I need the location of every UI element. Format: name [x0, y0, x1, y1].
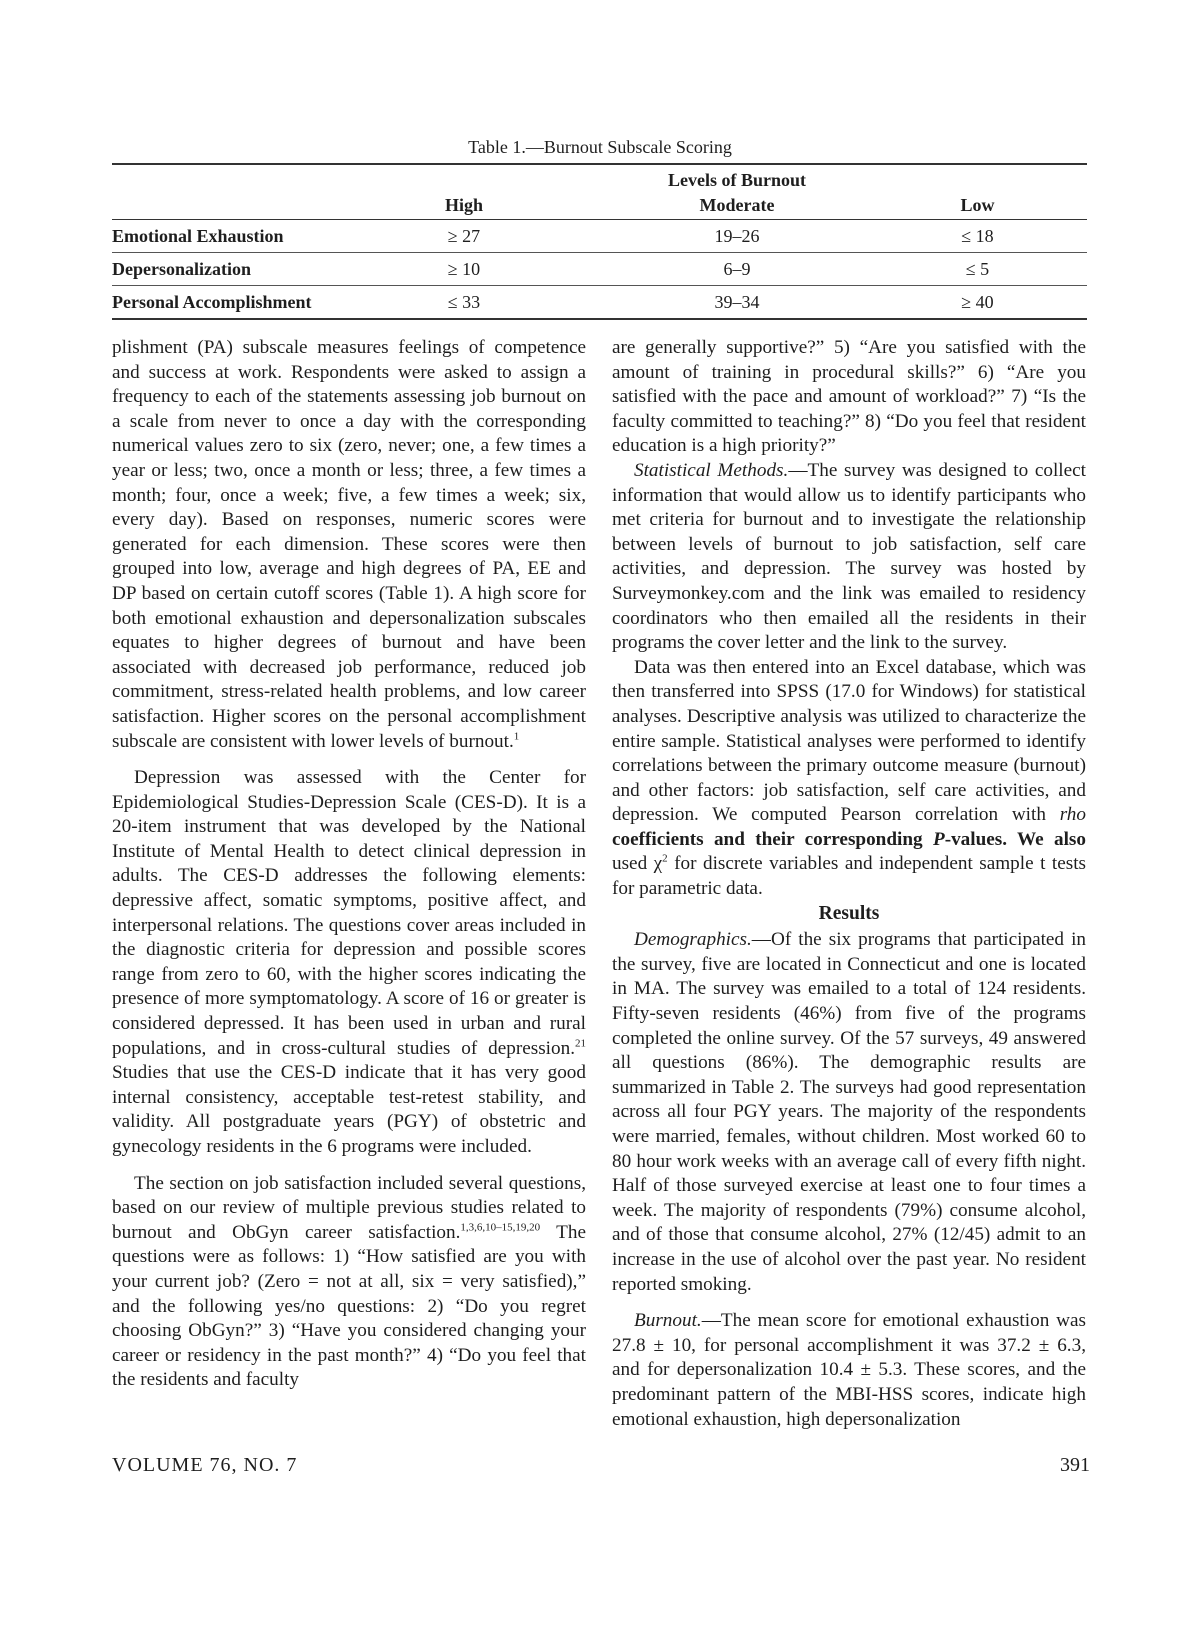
reference-superscript: 1,3,6,10–15,19,20 [460, 1221, 541, 1234]
column-header-moderate: Moderate [606, 191, 868, 220]
paragraph-text: The section on job satisfaction included several questions, based on our review of multiple previous studies related to burnout and ObGyn career satisfaction. [112, 1172, 586, 1243]
table-caption: Table 1.—Burnout Subscale Scoring [468, 137, 732, 157]
paragraph-text: Depression was assessed with the Center for Epidemiological Studies-Depression Scale (CES-D). It is a 20-item instrument that was developed by the National Institute of Mental Health to detect clinical depression in adults. The CES-D addresses the following elements: depressive affect, somatic symptoms, positive affect, and interpersonal relations. The questions cover areas included in the diagnostic criteria for depression and possible scores range from zero to 60, with the higher scores indicating the presence of more symptomatology. A score of 16 or greater is considered depressed. It has been used in urban and rural populations, and in cross-cultural studies of depression. [112, 767, 586, 1059]
paragraph-text: —The survey was designed to collect information that would allow us to identify participants who met criteria for burnout and to investigate the relationship between levels of burnout to job satisfaction, self care activities, and depression. The survey was hosted by Surveymonkey.com and the link was emailed to residency coordinators who then emailed all the residents in their programs the cover letter and the link to the survey. [612, 459, 1086, 654]
row-label: Emotional Exhaustion [112, 220, 322, 253]
left-column [112, 336, 586, 1405]
rho-symbol: rho [1059, 804, 1086, 826]
paragraph-text: —The mean score for emotional exhaustion was 27.8 ± 10, for personal accomplishment it was 37.2 ± 6.3, and for depersonalization 10.4 ± 5.3. These scores, and the predominant pattern of the MBI-HSS scores, indicate high emotional exhaustion, high depersonalization [612, 1310, 1086, 1430]
section-run-in-heading: Statistical Methods. [634, 459, 789, 481]
table-column-header-row [112, 191, 1087, 220]
cell-moderate: 6–9 [606, 253, 868, 286]
paragraph-text: plishment (PA) subscale measures feelings of competence and success at work. Respondents were asked to assign a frequency to each of the statements assessing job burnout on a scale from never to once a day with the corresponding numerical values zero to six (zero, never; one, a few times a year or less; two, once a month or less; three, a few times a month; four, once a week; five, a few times a week; six, every day). Based on responses, numeric scores were generated for each dimension. These scores were then grouped into low, average and high degrees of PA, EE and DP based on certain cutoff scores (Table 1). A high score for both emotional exhaustion and depersonalization subscales equates to higher degrees of burnout and have been associated with decreased job performance, reduced job commitment, stress-related health problems, and low career satisfaction. Higher scores on the personal accomplishment subscale are consistent with lower levels of burnout. [112, 337, 586, 752]
bold-text: coefficients and their corresponding [612, 828, 933, 850]
levels-of-burnout-header: Levels of Burnout [606, 164, 868, 191]
table-group-header-row [112, 164, 1087, 191]
cell-low: ≤ 5 [868, 253, 1087, 286]
chi-square-superscript: 2 [662, 853, 668, 866]
burnout-subscale-table [112, 163, 1087, 320]
page-number: 391 [1060, 1454, 1090, 1476]
paragraph-depression [112, 766, 586, 1160]
cell-low: ≤ 18 [868, 220, 1087, 253]
reference-superscript: 21 [575, 1037, 586, 1050]
cell-high: ≥ 10 [322, 253, 606, 286]
section-run-in-heading: Demographics. [634, 929, 752, 951]
bold-text: -values. We also [944, 828, 1086, 850]
footer-volume: VOLUME 76, NO. 7 [112, 1454, 298, 1476]
table-row [112, 286, 1087, 320]
paragraph-text: used χ [612, 853, 663, 875]
paragraph-burnout-results [612, 1309, 1086, 1432]
table-row [112, 253, 1087, 286]
row-label: Depersonalization [112, 253, 322, 286]
reference-superscript: 1 [513, 730, 520, 743]
paragraph-text: for discrete variables and independent sample t tests for parametric data. [612, 853, 1087, 900]
paragraph-data-analysis [612, 656, 1086, 902]
right-column [612, 336, 1086, 1444]
paragraph-text: Studies that use the CES-D indicate that it has very good internal consistency, acceptable test-retest stability, and validity. All postgraduate years (PGY) of obstetric and gynecology residents in the 6 programs were included. [112, 1062, 586, 1157]
paragraph-demographics [612, 928, 1086, 1297]
paragraph-questions-continued: are generally supportive?” 5) “Are you satisfied with the amount of training in procedural skills?” 6) “Are you satisfied with the pace and amount of workload?” 7) “Is the faculty committed to teaching?” 8) “Do you feel that resident education is a high priority?” [612, 337, 1086, 457]
p-symbol: P [932, 828, 945, 850]
table-row [112, 220, 1087, 253]
column-header-low: Low [868, 191, 1087, 220]
paragraph-text: Data was then entered into an Excel database, which was then transferred into SPSS (17.0 for Windows) for statistical analyses. Descriptive analysis was utilized to characterize the entire sample. Statistical analyses were performed to identify correlations between the primary outcome measure (burnout) and other factors: job satisfaction, self care activities, and depression. We computed Pearson correlation with [612, 656, 1086, 826]
cell-moderate: 19–26 [606, 220, 868, 253]
paragraph-statistical-methods [612, 459, 1086, 656]
column-header-high: High [322, 191, 606, 220]
cell-high: ≥ 27 [322, 220, 606, 253]
cell-moderate: 39–34 [606, 286, 868, 320]
results-heading: Results [818, 902, 880, 924]
cell-low: ≥ 40 [868, 286, 1087, 320]
paragraph-job-satisfaction [112, 1172, 586, 1393]
section-run-in-heading: Burnout. [634, 1310, 702, 1332]
cell-high: ≤ 33 [322, 286, 606, 320]
row-label: Personal Accomplishment [112, 286, 322, 320]
paragraph-burnout-scoring [112, 336, 586, 754]
paragraph-text: —Of the six programs that participated in the survey, five are located in Connecticut and one is located in MA. The survey was emailed to a total of 124 residents. Fifty-seven residents (46%) from five of the programs completed the online survey. Of the 57 surveys, 49 answered all questions (86%). The demographic results are summarized in Table 2. The surveys had good representation across all four PGY years. The majority of the respondents were married, females, without children. Most worked 60 to 80 hour work weeks with an average call of every fifth night. Half of those surveyed exercise at least one to four times a week. The majority of respondents (79%) consume alcohol, and of those that consume alcohol, 27% (12/45) admit to an increase in the use of alcohol over the past year. No resident reported smoking. [612, 929, 1086, 1295]
paragraph-text: The questions were as follows: 1) “How satisfied are you with your current job? (Zero = not at all, six = very satisfied),” and the following yes/no questions: 2) “Do you regret choosing ObGyn?” 3) “Have you considered changing your career or residency in the past month?” 4) “Do you feel that the residents and faculty [112, 1221, 586, 1391]
